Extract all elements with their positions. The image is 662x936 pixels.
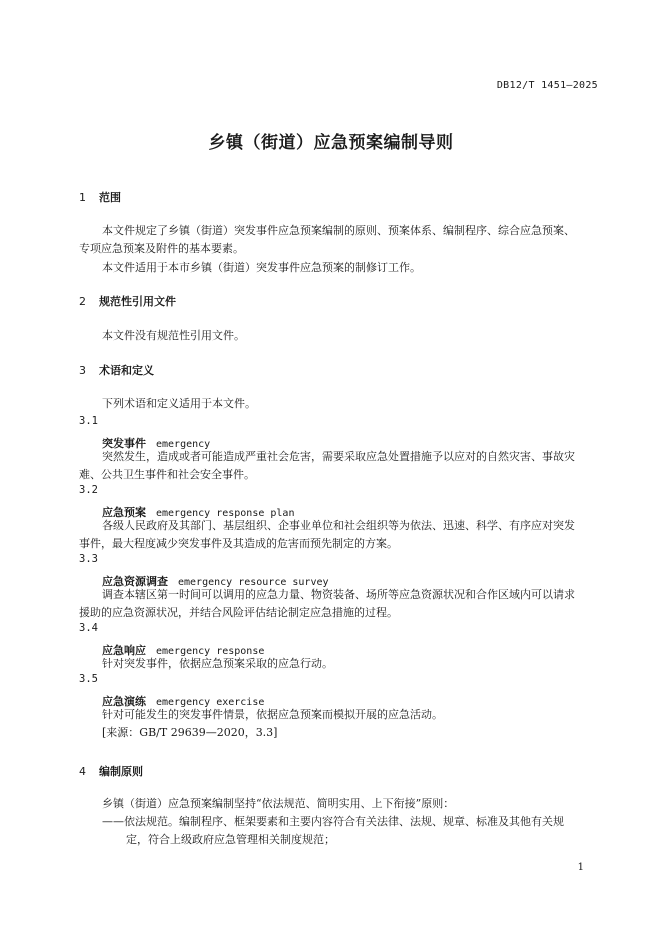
term-chinese: 应急响应 bbox=[102, 644, 146, 657]
paragraph-line: 乡镇（街道）应急预案编制坚持“依法规范、简明实用、上下衔接”原则： bbox=[102, 797, 455, 810]
section-heading-2 bbox=[79, 293, 176, 309]
term-chinese: 突发事件 bbox=[102, 437, 146, 450]
paragraph-line: 本文件规定了乡镇（街道）突发事件应急预案编制的原则、预案体系、编制程序、综合应急预案、 bbox=[102, 224, 575, 237]
term-number: 3.3 bbox=[79, 553, 98, 565]
list-item-line: ——依法规范。编制程序、框架要素和主要内容符合有关法律、法规、规章、标准及其他有关规 bbox=[102, 815, 564, 828]
paragraph-line: 专项应急预案及附件的基本要素。 bbox=[79, 242, 244, 255]
document-code: DB12/T 1451—2025 bbox=[496, 80, 598, 91]
section-number: 4 bbox=[79, 765, 86, 778]
term-english: emergency bbox=[156, 439, 211, 450]
paragraph-line: 下列术语和定义适用于本文件。 bbox=[102, 397, 256, 410]
definition-line: 针对可能发生的突发事件情景，依据应急预案而模拟开展的应急活动。 bbox=[102, 708, 443, 721]
definition-line: 针对突发事件，依据应急预案采取的应急行动。 bbox=[102, 657, 333, 670]
page-number: 1 bbox=[577, 862, 584, 873]
term-chinese: 应急资源调查 bbox=[102, 575, 168, 588]
term-source: [来源：GB/T 29639—2020，3.3] bbox=[102, 726, 278, 739]
definition-line: 调查本辖区第一时间可以调用的应急力量、物资装备、场所等应急资源状况和合作区域内可以请求 bbox=[102, 588, 575, 601]
term-english: emergency response plan bbox=[156, 508, 295, 519]
paragraph-line: 本文件没有规范性引用文件。 bbox=[102, 329, 245, 342]
document-title: 乡镇（街道）应急预案编制导则 bbox=[208, 133, 454, 153]
section-title: 规范性引用文件 bbox=[99, 295, 176, 308]
section-heading-1 bbox=[79, 189, 121, 205]
definition-line: 难、公共卫生事件和社会安全事件。 bbox=[79, 468, 255, 481]
definition-line: 援助的应急资源状况，并结合风险评估结论制定应急措施的过程。 bbox=[79, 606, 398, 619]
term-english: emergency response bbox=[156, 646, 265, 657]
section-number: 1 bbox=[79, 191, 86, 204]
paragraph-line: 本文件适用于本市乡镇（街道）突发事件应急预案的制修订工作。 bbox=[102, 261, 421, 274]
term-english: emergency resource survey bbox=[178, 577, 329, 588]
term-chinese: 应急演练 bbox=[102, 695, 146, 708]
term-english: emergency exercise bbox=[156, 697, 265, 708]
section-number: 2 bbox=[79, 295, 86, 308]
term-number: 3.2 bbox=[79, 484, 98, 496]
definition-line: 突然发生，造成或者可能造成严重社会危害，需要采取应急处置措施予以应对的自然灾害、事故灾 bbox=[102, 450, 575, 463]
definition-line: 事件，最大程度减少突发事件及其造成的危害而预先制定的方案。 bbox=[79, 537, 398, 550]
section-title: 术语和定义 bbox=[99, 364, 154, 377]
term-number: 3.5 bbox=[79, 673, 98, 685]
term-number: 3.4 bbox=[79, 622, 98, 634]
definition-line: 各级人民政府及其部门、基层组织、企事业单位和社会组织等为依法、迅速、科学、有序应对突发 bbox=[102, 519, 575, 532]
section-heading-4 bbox=[79, 763, 143, 779]
section-heading-3 bbox=[79, 362, 154, 378]
list-item-line: 定，符合上级政府应急管理相关制度规范； bbox=[126, 833, 335, 846]
term-chinese: 应急预案 bbox=[102, 506, 146, 519]
section-title: 范围 bbox=[99, 191, 121, 204]
section-title: 编制原则 bbox=[99, 765, 143, 778]
term-number: 3.1 bbox=[79, 415, 98, 427]
section-number: 3 bbox=[79, 364, 86, 377]
